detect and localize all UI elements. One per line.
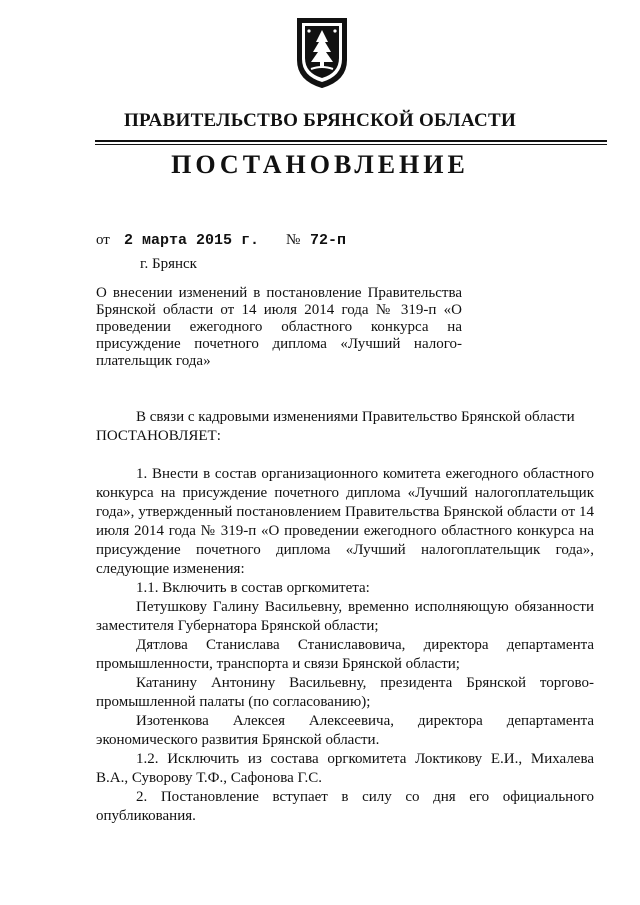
resolves-word: ПОСТАНОВЛЯЕТ: xyxy=(96,428,221,444)
document-number: 72-п xyxy=(310,232,347,249)
government-title: ПРАВИТЕЛЬСТВО БРЯНСКОЙ ОБЛАСТИ xyxy=(123,110,517,131)
paragraph-1-1: 1.1. Включить в состав оргкомитета: xyxy=(136,580,370,596)
coat-of-arms-icon xyxy=(295,16,349,90)
document-type-title: ПОСТАНОВЛЕНИЕ xyxy=(171,150,469,179)
document-subject: О внесении изменений в постановление Правительства Брянской области от 14 июля 2014 года № 319-п «О проведении ежегодного областного конкурса на присуждение почетного диплома «Лучший налого-плательщик года» xyxy=(96,285,462,369)
paragraph-1: 1. Внести в состав организационного комитета ежегодного областного конкурса на присуждение почетного диплома «Лучший налогоплательщик года», утвержденный постановлением Правительства Брянской области от 14 июля 2014 года № 319-п «О проведении ежегодного областного конкурса на присуждение почетного диплома «Лучший налогоплательщик года», следующие изменения: xyxy=(96,466,594,577)
date-line xyxy=(96,232,347,249)
header-rule-thin xyxy=(95,144,607,145)
paragraph-2: 2. Постановление вступает в силу со дня его официального опубликования. xyxy=(96,789,594,824)
member-2: Дятлова Станислава Станиславовича, директора департамента промышленности, транспорта и связи Брянской области; xyxy=(96,637,594,672)
document-date: 2 марта 2015 г. xyxy=(124,232,260,249)
date-prefix: от xyxy=(96,232,110,248)
member-1: Петушкову Галину Васильевну, временно исполняющую обязанности заместителя Губернатора Брянской области; xyxy=(96,599,594,634)
header-rule xyxy=(95,140,607,142)
document-body xyxy=(96,408,594,826)
city: г. Брянск xyxy=(140,256,197,272)
preamble: В связи с кадровыми изменениями Правительство Брянской области xyxy=(136,409,575,425)
number-label: № xyxy=(286,232,301,248)
member-4: Изотенкова Алексея Алексеевича, директора департамента экономического развития Брянской области. xyxy=(96,713,594,748)
member-3: Катанину Антонину Васильевну, президента Брянской торгово-промышленной палаты (по согласованию); xyxy=(96,675,594,710)
paragraph-1-2: 1.2. Исключить из состава оргкомитета Локтикову Е.И., Михалева В.А., Суворову Т.Ф., Сафонова Г.С. xyxy=(96,751,594,786)
